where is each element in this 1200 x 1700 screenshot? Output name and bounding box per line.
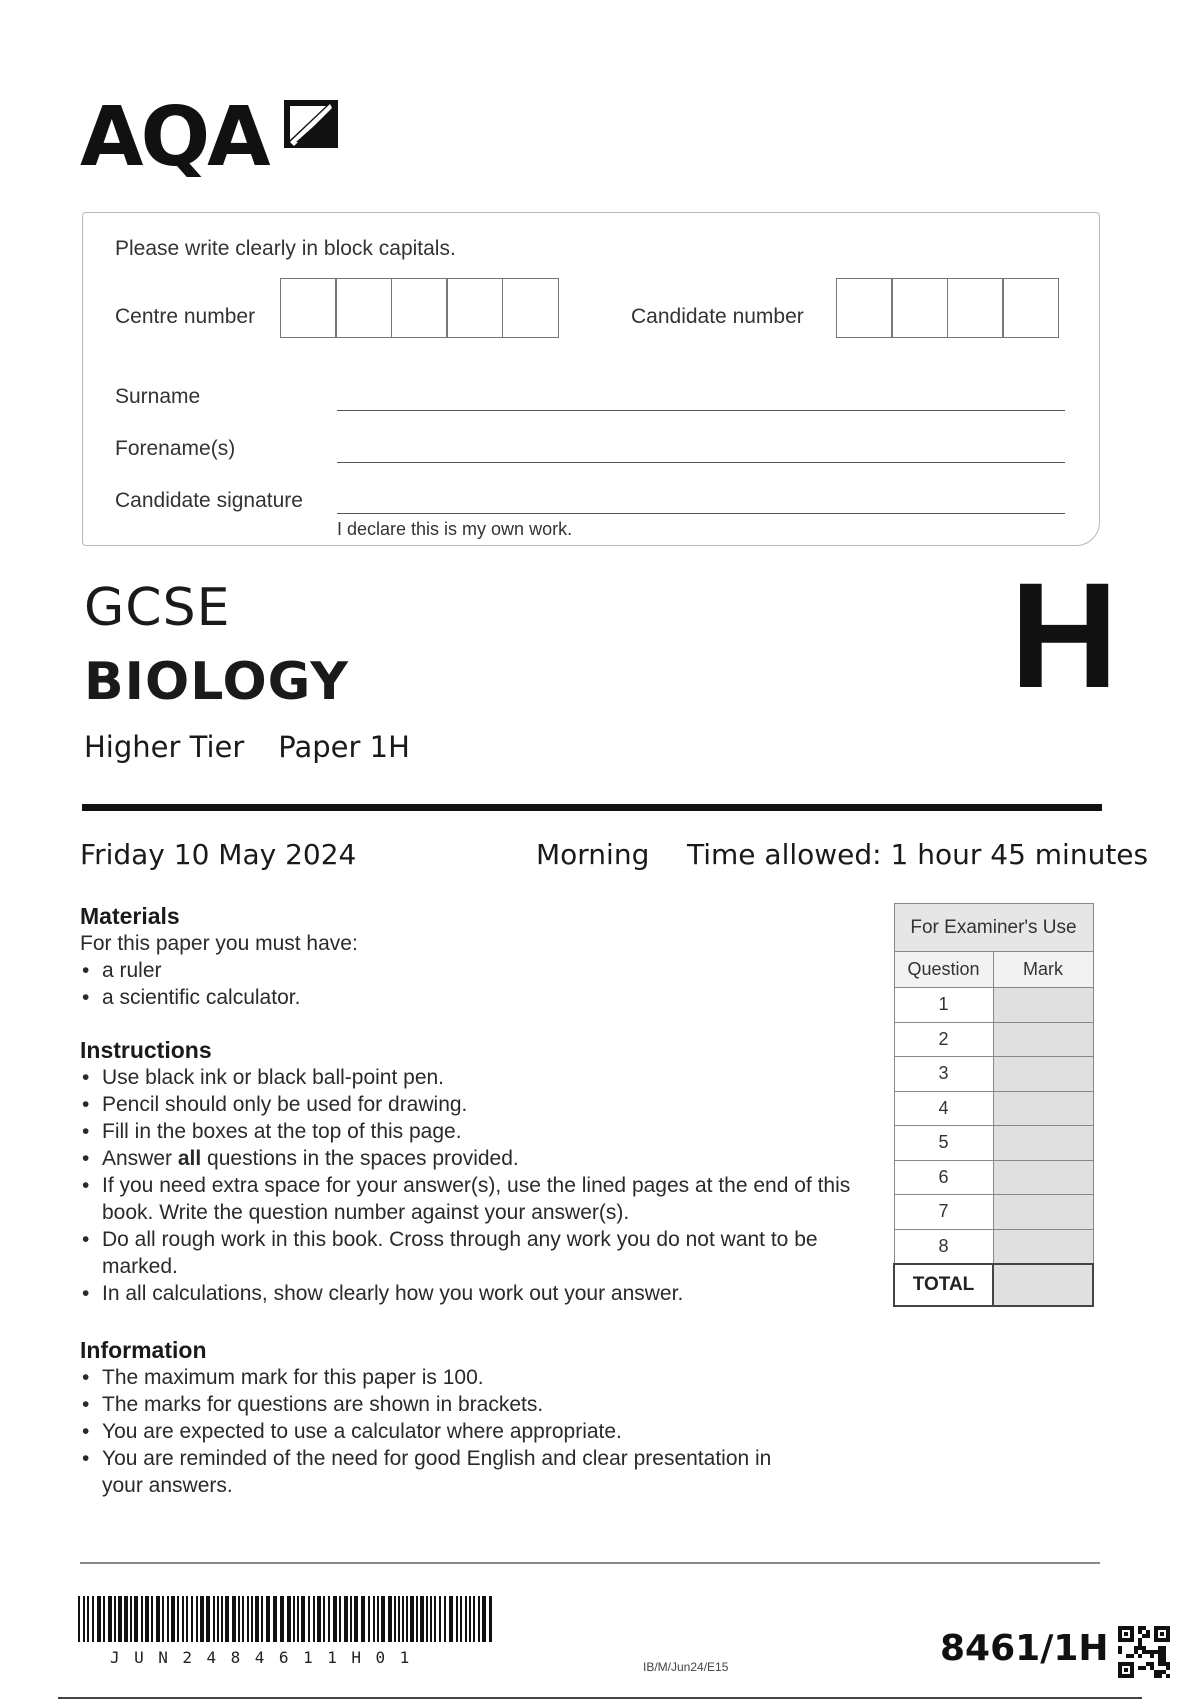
qr-module	[1118, 1646, 1122, 1650]
list-item: • The maximum mark for this paper is 100.	[80, 1364, 800, 1391]
qr-module	[1126, 1654, 1130, 1658]
qr-module	[1162, 1650, 1166, 1654]
examiner-table-title: For Examiner's Use	[894, 904, 1093, 952]
aqa-logo	[80, 88, 345, 188]
qr-module	[1158, 1646, 1162, 1650]
barcode-bar	[473, 1596, 475, 1642]
table-row	[894, 1022, 1093, 1057]
qr-module	[1138, 1638, 1142, 1642]
barcode-bar	[293, 1596, 295, 1642]
question-number-cell: 4	[894, 1091, 993, 1126]
question-rows	[894, 988, 1093, 1264]
qr-module	[1138, 1642, 1142, 1646]
qr-module	[1150, 1666, 1154, 1670]
barcode-bar	[118, 1596, 122, 1642]
declaration-text: I declare this is my own work.	[337, 519, 573, 539]
barcode-bar	[97, 1596, 101, 1642]
barcode-bar	[156, 1596, 160, 1642]
qr-module	[1154, 1670, 1158, 1674]
barcode-bar	[255, 1596, 259, 1642]
barcode-bar	[394, 1596, 396, 1642]
barcode-bar	[114, 1596, 116, 1642]
logo-mark-icon	[280, 92, 342, 154]
barcode-text	[110, 1648, 424, 1667]
table-row	[894, 1057, 1093, 1092]
barcode-bar	[134, 1596, 138, 1642]
barcode-bar	[242, 1596, 244, 1642]
information-heading: Information	[80, 1337, 207, 1363]
centre-number-boxes[interactable]	[281, 278, 559, 338]
candidate-digit-box[interactable]	[836, 278, 893, 338]
qr-module	[1158, 1658, 1162, 1662]
barcode-bar	[167, 1596, 169, 1642]
table-row	[894, 1229, 1093, 1264]
mark-cell[interactable]	[993, 1160, 1093, 1195]
barcode-bar	[177, 1596, 179, 1642]
forenames-label: Forename(s)	[115, 437, 236, 460]
barcode-bar	[482, 1596, 486, 1642]
signature-label: Candidate signature	[115, 489, 303, 512]
qr-module	[1154, 1650, 1158, 1654]
exam-date: Friday 10 May 2024	[80, 838, 357, 871]
barcode	[78, 1596, 492, 1654]
document-reference: IB/M/Jun24/E15	[643, 1660, 729, 1674]
centre-digit-box[interactable]	[280, 278, 337, 338]
barcode-bar	[398, 1596, 400, 1642]
qr-module	[1124, 1632, 1128, 1636]
title-divider	[82, 804, 1102, 811]
tier-paper-line	[84, 730, 444, 764]
total-mark-cell[interactable]	[993, 1264, 1093, 1306]
barcode-bar	[420, 1596, 424, 1642]
candidate-digit-box[interactable]	[891, 278, 948, 338]
qr-module	[1146, 1630, 1150, 1634]
barcode-bar	[381, 1596, 385, 1642]
list-item: • You are expected to use a calculator where appropriate.	[80, 1418, 800, 1445]
mark-cell[interactable]	[993, 1195, 1093, 1230]
mark-cell[interactable]	[993, 1126, 1093, 1161]
list-item: • Fill in the boxes at the top of this page.	[80, 1118, 860, 1145]
question-number-cell: 1	[894, 988, 993, 1023]
candidate-number-boxes[interactable]	[837, 278, 1059, 338]
qr-module	[1142, 1626, 1146, 1630]
barcode-bar	[251, 1596, 253, 1642]
barcode-bar	[108, 1596, 112, 1642]
qualification-title: GCSE	[84, 578, 231, 638]
list-item: • Answer all questions in the spaces provided.	[80, 1145, 860, 1172]
barcode-bar	[339, 1596, 341, 1642]
barcode-bar	[261, 1596, 263, 1642]
question-number-cell: 3	[894, 1057, 993, 1092]
qr-module	[1162, 1654, 1166, 1658]
barcode-bar	[388, 1596, 392, 1642]
qr-module	[1158, 1670, 1162, 1674]
question-number-cell: 6	[894, 1160, 993, 1195]
barcode-bar	[206, 1596, 210, 1642]
qr-module	[1142, 1634, 1146, 1638]
qr-module	[1138, 1646, 1142, 1650]
time-allowed: Time allowed: 1 hour 45 minutes	[687, 838, 1149, 871]
list-item: • Pencil should only be used for drawing.	[80, 1091, 860, 1118]
barcode-bar	[83, 1596, 85, 1642]
barcode-bar	[460, 1596, 462, 1642]
barcode-bar	[410, 1596, 414, 1642]
total-label: TOTAL	[894, 1264, 993, 1306]
exam-session: Morning	[536, 838, 650, 871]
qr-module	[1166, 1674, 1170, 1678]
paper-code: 8461/1H	[940, 1628, 1109, 1669]
qr-module	[1134, 1646, 1138, 1650]
list-item: • a ruler	[80, 957, 840, 984]
qr-module	[1166, 1662, 1170, 1666]
forenames-field[interactable]	[337, 462, 1065, 463]
qr-module	[1138, 1630, 1142, 1634]
examiner-use-table	[893, 903, 1094, 1307]
qr-module	[1118, 1626, 1122, 1642]
table-row	[894, 1091, 1093, 1126]
qr-module	[1162, 1670, 1166, 1674]
qr-module	[1166, 1666, 1170, 1670]
centre-digit-box[interactable]	[335, 278, 392, 338]
list-item: • In all calculations, show clearly how you work out your answer.	[80, 1280, 860, 1307]
list-item: • Do all rough work in this book. Cross through any work you do not want to be marked.	[80, 1226, 860, 1280]
mark-column-header: Mark	[993, 952, 1093, 988]
barcode-bar	[130, 1596, 132, 1642]
candidate-digit-box[interactable]	[1002, 278, 1059, 338]
question-number-cell: 2	[894, 1022, 993, 1057]
barcode-bar	[301, 1596, 305, 1642]
instructions-section	[80, 1036, 860, 1307]
barcode-chars: JUN2484611H01	[110, 1648, 424, 1667]
barcode-bar	[221, 1596, 223, 1642]
candidate-digit-box[interactable]	[947, 278, 1004, 338]
surname-field[interactable]	[337, 410, 1065, 411]
barcode-bar	[323, 1596, 325, 1642]
centre-digit-box[interactable]	[502, 278, 559, 338]
barcode-bar	[377, 1596, 379, 1642]
barcode-bar	[489, 1596, 492, 1642]
qr-module	[1130, 1654, 1134, 1658]
barcode-bar	[328, 1596, 330, 1642]
mark-cell[interactable]	[993, 1022, 1093, 1057]
emphasis-all: all	[177, 1147, 202, 1170]
barcode-bar	[434, 1596, 436, 1642]
qr-module	[1146, 1634, 1150, 1638]
barcode-bar	[87, 1596, 89, 1642]
qr-module	[1162, 1658, 1166, 1662]
barcode-bar	[368, 1596, 370, 1642]
candidate-number-label: Candidate number	[631, 305, 804, 328]
mark-cell[interactable]	[993, 1057, 1093, 1092]
barcode-bar	[182, 1596, 184, 1642]
table-row	[894, 1160, 1093, 1195]
barcode-bar	[162, 1596, 164, 1642]
instructions-list	[80, 1064, 860, 1307]
barcode-bar	[151, 1596, 153, 1642]
qr-module	[1118, 1662, 1122, 1678]
barcode-bar	[406, 1596, 408, 1642]
barcode-bar	[217, 1596, 219, 1642]
barcode-bar	[354, 1596, 358, 1642]
centre-digit-box[interactable]	[446, 278, 503, 338]
qr-module	[1158, 1654, 1162, 1658]
question-number-cell: 8	[894, 1229, 993, 1264]
barcode-bar	[478, 1596, 480, 1642]
logo-text: AQA	[80, 90, 268, 185]
qr-code-icon	[1118, 1626, 1170, 1678]
qr-module	[1134, 1650, 1138, 1654]
materials-heading: Materials	[80, 903, 180, 929]
information-list	[80, 1364, 800, 1499]
barcode-bar	[200, 1596, 204, 1642]
question-number-cell: 5	[894, 1126, 993, 1161]
qr-module	[1146, 1650, 1150, 1654]
qr-module	[1124, 1668, 1128, 1672]
barcode-bar	[308, 1596, 310, 1642]
barcode-bar	[402, 1596, 404, 1642]
mark-cell[interactable]	[993, 1229, 1093, 1264]
qr-module	[1150, 1662, 1154, 1666]
block-capitals-instruction: Please write clearly in block capitals.	[115, 237, 456, 260]
qr-module	[1130, 1626, 1134, 1642]
barcode-bar	[313, 1596, 315, 1642]
barcode-bar	[465, 1596, 467, 1642]
barcode-bar	[297, 1596, 299, 1642]
barcode-bar	[266, 1596, 270, 1642]
barcode-bar	[361, 1596, 365, 1642]
materials-list	[80, 957, 840, 1011]
qr-module	[1154, 1626, 1158, 1642]
mark-cell[interactable]	[993, 1091, 1093, 1126]
barcode-bar	[191, 1596, 193, 1642]
qr-module	[1160, 1632, 1164, 1636]
qr-module	[1142, 1650, 1146, 1654]
qr-module	[1150, 1650, 1154, 1654]
qr-module	[1162, 1646, 1166, 1650]
list-item: • If you need extra space for your answer(s), use the lined pages at the end of this book. Write the question number against your answer(s).	[80, 1172, 860, 1226]
paper-label: Paper 1H	[278, 730, 410, 764]
table-row	[894, 1126, 1093, 1161]
barcode-bar	[78, 1596, 80, 1642]
page-bottom-rule	[58, 1697, 1142, 1699]
barcode-bar	[444, 1596, 446, 1642]
subject-title: BIOLOGY	[84, 652, 349, 712]
barcode-bar	[416, 1596, 418, 1642]
barcode-bar	[373, 1596, 375, 1642]
list-item: • The marks for questions are shown in brackets.	[80, 1391, 800, 1418]
barcode-bar	[449, 1596, 453, 1642]
information-section	[80, 1336, 800, 1499]
barcode-bar	[141, 1596, 143, 1642]
barcode-bar	[247, 1596, 249, 1642]
qr-module	[1150, 1654, 1154, 1658]
footer-divider	[80, 1562, 1100, 1564]
barcode-bar	[280, 1596, 284, 1642]
barcode-bar	[238, 1596, 240, 1642]
barcode-bar	[350, 1596, 352, 1642]
barcode-bar	[171, 1596, 175, 1642]
table-row	[894, 988, 1093, 1023]
qr-module	[1138, 1626, 1142, 1630]
tier-letter: H	[1010, 551, 1119, 719]
instructions-heading: Instructions	[80, 1037, 212, 1063]
qr-module	[1158, 1674, 1162, 1678]
barcode-bar	[430, 1596, 432, 1642]
barcode-bar	[317, 1596, 321, 1642]
barcode-bar	[439, 1596, 441, 1642]
qr-module	[1162, 1662, 1166, 1666]
barcode-bar	[287, 1596, 291, 1642]
barcode-bar	[103, 1596, 105, 1642]
qr-module	[1118, 1650, 1122, 1654]
barcode-bar	[92, 1596, 94, 1642]
qr-module	[1146, 1662, 1150, 1666]
signature-field[interactable]	[337, 513, 1065, 514]
materials-section	[80, 902, 840, 1011]
mark-cell[interactable]	[993, 988, 1093, 1023]
tier-label: Higher Tier	[84, 730, 245, 764]
qr-module	[1138, 1654, 1142, 1658]
materials-intro: For this paper you must have:	[80, 932, 358, 955]
question-number-cell: 7	[894, 1195, 993, 1230]
table-row	[894, 1195, 1093, 1230]
qr-module	[1130, 1662, 1134, 1678]
barcode-bar	[426, 1596, 428, 1642]
qr-module	[1158, 1650, 1162, 1654]
list-item: • You are reminded of the need for good English and clear presentation in your answers.	[80, 1445, 800, 1499]
qr-module	[1158, 1662, 1162, 1666]
question-column-header: Question	[894, 952, 993, 988]
barcode-bar	[196, 1596, 198, 1642]
barcode-bar	[456, 1596, 458, 1642]
list-item: • a scientific calculator.	[80, 984, 840, 1011]
barcode-bar	[225, 1596, 229, 1642]
barcode-bar	[469, 1596, 471, 1642]
barcode-bar	[145, 1596, 149, 1642]
qr-module	[1154, 1674, 1158, 1678]
barcode-bar	[273, 1596, 277, 1642]
qr-module	[1142, 1666, 1146, 1670]
barcode-bar	[124, 1596, 128, 1642]
surname-label: Surname	[115, 385, 201, 408]
barcode-bar	[186, 1596, 188, 1642]
qr-module	[1138, 1666, 1142, 1670]
list-item: • Use black ink or black ball-point pen.	[80, 1064, 860, 1091]
candidate-details-box	[82, 212, 1100, 546]
barcode-bar	[213, 1596, 215, 1642]
centre-digit-box[interactable]	[391, 278, 448, 338]
qr-module	[1166, 1626, 1170, 1642]
barcode-bar	[333, 1596, 337, 1642]
centre-number-label: Centre number	[115, 305, 256, 328]
barcode-bar	[232, 1596, 236, 1642]
qr-module	[1142, 1646, 1146, 1650]
barcode-bar	[344, 1596, 348, 1642]
